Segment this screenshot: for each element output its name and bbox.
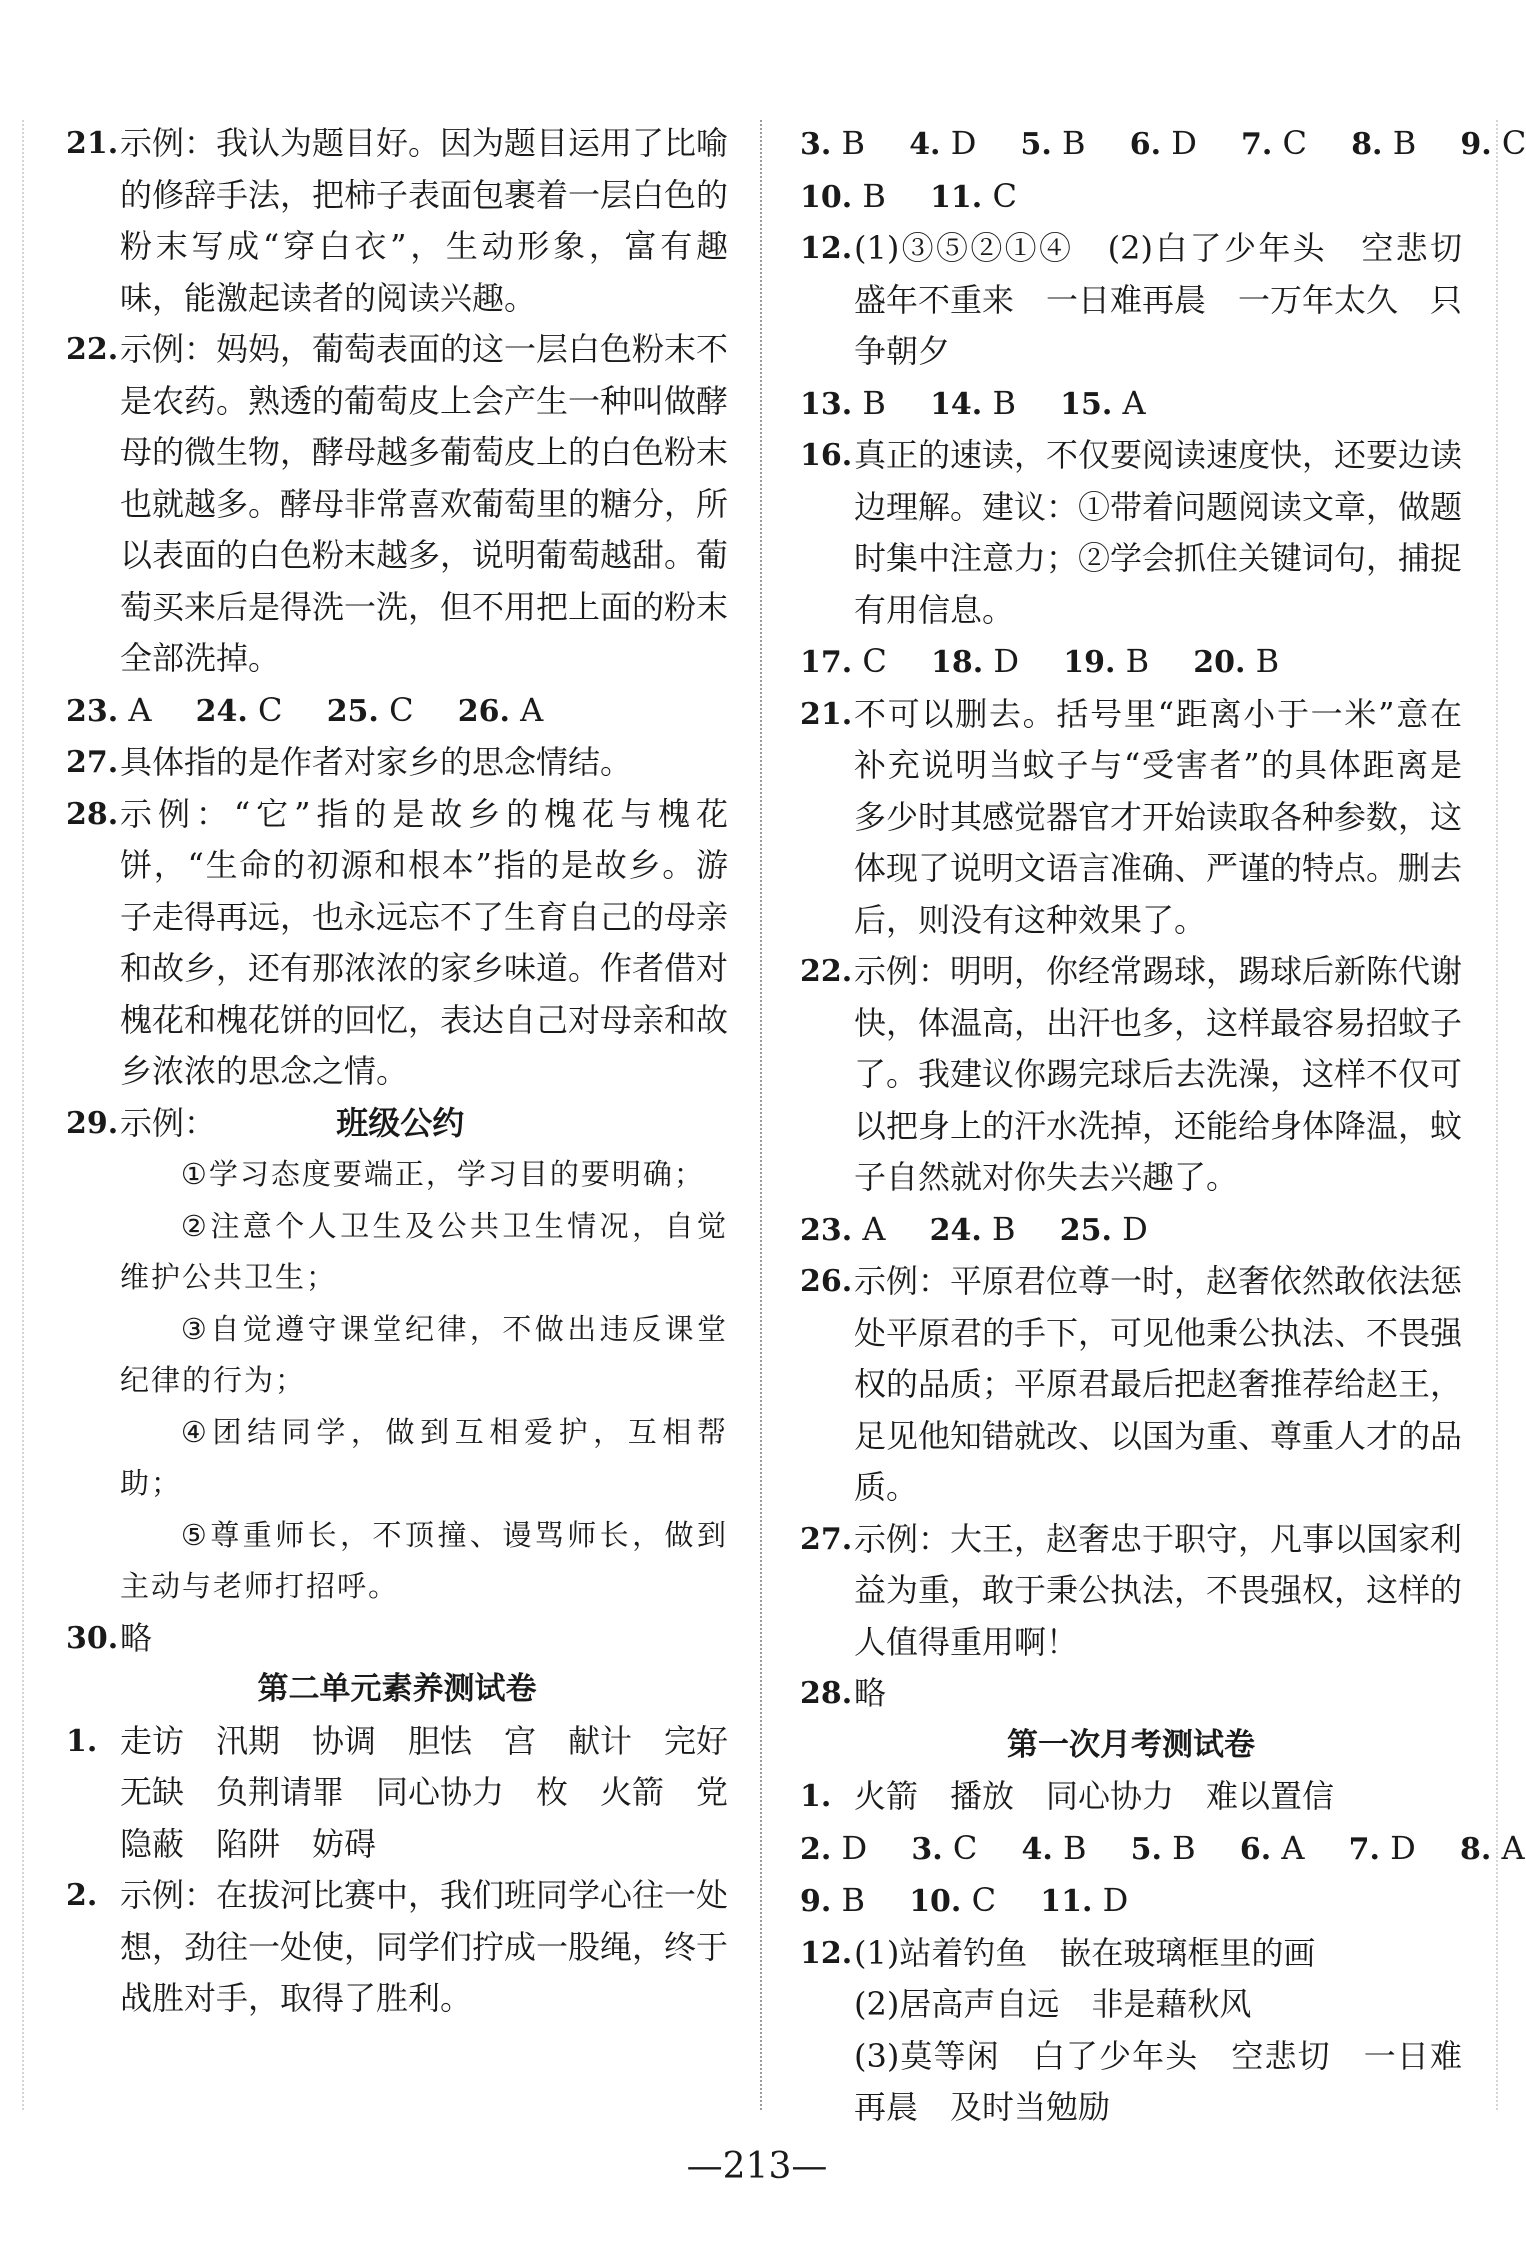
column-divider bbox=[760, 120, 762, 2110]
answer-part: (2)居高声自远 非是藉秋风 bbox=[854, 1985, 1252, 2023]
convention-rule: ①学习态度要端正，学习目的要明确； bbox=[180, 1157, 705, 1191]
left-column bbox=[66, 118, 761, 2025]
choice-answer: 7. C bbox=[1241, 124, 1308, 162]
answer-part: (1)站着钓鱼 嵌在玻璃框里的画 bbox=[854, 1933, 1316, 1972]
question-number: 12. bbox=[800, 231, 853, 266]
question-number: 28. bbox=[66, 796, 119, 832]
answer-text: 略 bbox=[120, 1618, 153, 1657]
answer-text: 示例：明明，你经常踢球，踢球后新陈代谢快，体温高，出汗也多，这样最容易招蚊子了。我建议你踢完球后去洗澡，这样不仅可以把身上的汗水洗掉，还能给身体降温，蚊子自然就对你失去兴趣了。 bbox=[854, 952, 1463, 1196]
answer-text: 走访 汛期 协调 胆怯 宫 献计 完好无缺 负荆请罪 同心协力 枚 火箭 党 隐蔽 陷阱 妨碍 bbox=[120, 1721, 761, 1863]
choice-answer: 23. A bbox=[800, 1209, 886, 1248]
choice-answer: 6. A bbox=[1239, 1828, 1305, 1867]
question-number: 28. bbox=[800, 1676, 853, 1711]
answer-text: 示例：平原君位尊一时，赵奢依然敢依法惩处平原君的手下，可见他秉公执法、不畏强权的品质；平原君最后把赵奢推荐给赵王，足见他知错就改、以国为重、尊重人才的品质。 bbox=[854, 1262, 1463, 1506]
answer-text: (1)③⑤②①④ (2)白了少年头 空悲切 盛年不重来 一日难再晨 一万年太久 只争朝夕 bbox=[854, 229, 1495, 370]
unit2-answer-2 bbox=[66, 1870, 728, 2025]
choice-answer: 10. C bbox=[909, 1881, 997, 1919]
question-number: 16. bbox=[800, 438, 853, 473]
choice-answer: 8. A bbox=[1459, 1828, 1525, 1867]
choice-answer: 3. C bbox=[911, 1828, 978, 1867]
page-edge-left bbox=[22, 120, 24, 2110]
choice-answer: 4. B bbox=[1021, 1828, 1087, 1867]
choice-answer: 7. D bbox=[1348, 1828, 1416, 1867]
question-number: 30. bbox=[66, 1620, 119, 1656]
choice-answer: 8. B bbox=[1351, 124, 1417, 162]
answer-26 bbox=[800, 1256, 1462, 1514]
convention-rule: ③自觉遵守课堂纪律，不做出违反课堂纪律的行为； bbox=[120, 1311, 728, 1397]
choice-row-23-25 bbox=[800, 1204, 1462, 1257]
page-number: —213— bbox=[686, 2146, 828, 2187]
question-number: 22. bbox=[800, 954, 853, 989]
choice-row-23-26 bbox=[66, 685, 728, 738]
choice-answer: 2. D bbox=[800, 1828, 868, 1867]
choice-answer: 13. B bbox=[800, 383, 886, 422]
question-number: 12. bbox=[800, 1935, 853, 1971]
answer-part: (3)莫等闲 白了少年头 空悲切 一日难再晨 及时当勉励 bbox=[854, 2036, 1462, 2126]
choice-answer: 24. C bbox=[195, 690, 283, 729]
answer-22 bbox=[66, 324, 728, 685]
answer-text: 示例：大王，赵奢忠于职守，凡事以国家利益为重，敢于秉公执法，不畏强权，这样的人值得重用啊！ bbox=[854, 1519, 1463, 1661]
question-number: 21. bbox=[66, 126, 119, 161]
answer-16 bbox=[800, 430, 1462, 636]
answer-text: 真正的速读，不仅要阅读速度快，还要边读边理解。建议：①带着问题阅读文章，做题时集中注意力；②学会抓住关键词句，捕捉有用信息。 bbox=[854, 436, 1463, 629]
example-label: 示例： bbox=[120, 1103, 217, 1142]
choice-answer: 19. B bbox=[1063, 642, 1150, 680]
question-number: 27. bbox=[66, 745, 119, 780]
answer-text: 略 bbox=[854, 1674, 887, 1712]
choice-answer: 4. D bbox=[909, 124, 977, 162]
answer-30 bbox=[66, 1613, 728, 1665]
choice-answer: 25. D bbox=[1059, 1209, 1148, 1248]
choice-answer: 9. B bbox=[800, 1881, 866, 1919]
choice-answer: 20. B bbox=[1193, 642, 1280, 680]
choice-answer: 11. C bbox=[930, 176, 1017, 215]
choice-answer: 18. D bbox=[931, 642, 1020, 680]
choice-answer: 5. B bbox=[1130, 1828, 1196, 1867]
answer-text: 火箭 播放 同心协力 难以置信 bbox=[854, 1777, 1335, 1815]
choice-answer: 9. C bbox=[1460, 124, 1526, 162]
question-number: 21. bbox=[800, 696, 853, 732]
section-heading-unit2: 第二单元素养测试卷 bbox=[257, 1671, 537, 1707]
unit2-answer-1 bbox=[66, 1716, 761, 1871]
choice-answer: 26. A bbox=[457, 690, 544, 729]
question-number: 27. bbox=[800, 1521, 853, 1557]
answer-27-right bbox=[800, 1514, 1462, 1669]
convention-title: 班级公约 bbox=[336, 1103, 465, 1142]
choice-answer: 24. B bbox=[929, 1209, 1016, 1248]
answer-text: 示例：“它”指的是故乡的槐花与槐花饼，“生命的初源和根本”指的是故乡。游子走得再远，也永远忘不了生育自己的母亲和故乡，还有那浓浓的家乡味道。作者借对槐花和槐花饼的回忆，表达自己对母亲和故乡浓浓的思念之情。 bbox=[120, 794, 729, 1090]
question-number: 1. bbox=[800, 1779, 832, 1814]
choice-row-3-9 bbox=[800, 118, 1526, 171]
exam-answer-12 bbox=[800, 1928, 1462, 2134]
answer-21-right bbox=[800, 689, 1462, 947]
choice-row-17-20 bbox=[800, 636, 1462, 689]
section-heading-monthly-exam: 第一次月考测试卷 bbox=[1007, 1726, 1255, 1763]
answer-text: 示例：我认为题目好。因为题目运用了比喻的修辞手法，把柿子表面包裹着一层白色的粉末写成“穿白衣”，生动形象，富有趣味，能激起读者的阅读兴趣。 bbox=[120, 124, 729, 317]
choice-answer: 25. C bbox=[326, 690, 414, 729]
convention-rule: ④团结同学，做到互相爱护，互相帮助； bbox=[120, 1414, 728, 1500]
answer-21 bbox=[66, 118, 728, 324]
question-number: 29. bbox=[66, 1105, 119, 1141]
exam-answer-1 bbox=[800, 1771, 1462, 1823]
choice-answer: 23. A bbox=[66, 690, 152, 729]
choice-answer: 14. B bbox=[930, 383, 1016, 422]
choice-row-9-11 bbox=[800, 1875, 1462, 1928]
choice-row-10-11 bbox=[800, 171, 1462, 224]
answer-27 bbox=[66, 737, 728, 789]
question-number: 22. bbox=[66, 332, 119, 367]
choice-row-13-15 bbox=[800, 378, 1462, 431]
choice-answer: 17. C bbox=[800, 642, 887, 680]
convention-rule: ⑤尊重师长，不顶撞、谩骂师长，做到主动与老师打招呼。 bbox=[120, 1517, 728, 1603]
answer-28 bbox=[66, 789, 728, 1098]
question-number: 2. bbox=[66, 1878, 98, 1913]
right-column bbox=[800, 118, 1526, 2134]
question-number: 26. bbox=[800, 1264, 853, 1299]
choice-answer: 11. D bbox=[1040, 1881, 1129, 1919]
answer-text: 示例：在拔河比赛中，我们班同学心往一处想，劲往一处使，同学们拧成一股绳，终于战胜对手，取得了胜利。 bbox=[120, 1876, 729, 2017]
choice-answer: 3. B bbox=[800, 124, 866, 162]
answer-29 bbox=[66, 1098, 728, 1150]
answer-28-right bbox=[800, 1668, 1462, 1720]
page-edge-right bbox=[1496, 120, 1498, 2110]
answer-text: 示例：妈妈，葡萄表面的这一层白色粉末不是农药。熟透的葡萄皮上会产生一种叫做酵母的微生物，酵母越多葡萄皮上的白色粉末也就越多。酵母非常喜欢葡萄里的糖分，所以表面的白色粉末越多，说明葡萄越甜。葡萄买来后是得洗一洗，但不用把上面的粉末全部洗掉。 bbox=[120, 330, 729, 677]
answer-12 bbox=[800, 223, 1495, 378]
choice-answer: 15. A bbox=[1060, 383, 1146, 422]
answer-text: 不可以删去。括号里“距离小于一米”意在补充说明当蚊子与“受害者”的具体距离是多少时其感觉器官才开始读取各种参数，这体现了说明文语言准确、严谨的特点。删去后，则没有这种效果了。 bbox=[854, 694, 1463, 939]
choice-answer: 5. B bbox=[1020, 124, 1086, 162]
answer-text: 具体指的是作者对家乡的思念情结。 bbox=[120, 743, 633, 781]
class-convention bbox=[66, 1149, 728, 1613]
choice-answer: 6. D bbox=[1129, 124, 1197, 162]
choice-answer: 10. B bbox=[800, 176, 886, 215]
answer-22-right bbox=[800, 946, 1462, 1204]
choice-row-2-8 bbox=[800, 1823, 1525, 1876]
convention-rule: ②注意个人卫生及公共卫生情况，自觉维护公共卫生； bbox=[120, 1208, 728, 1294]
question-number: 1. bbox=[66, 1723, 98, 1759]
